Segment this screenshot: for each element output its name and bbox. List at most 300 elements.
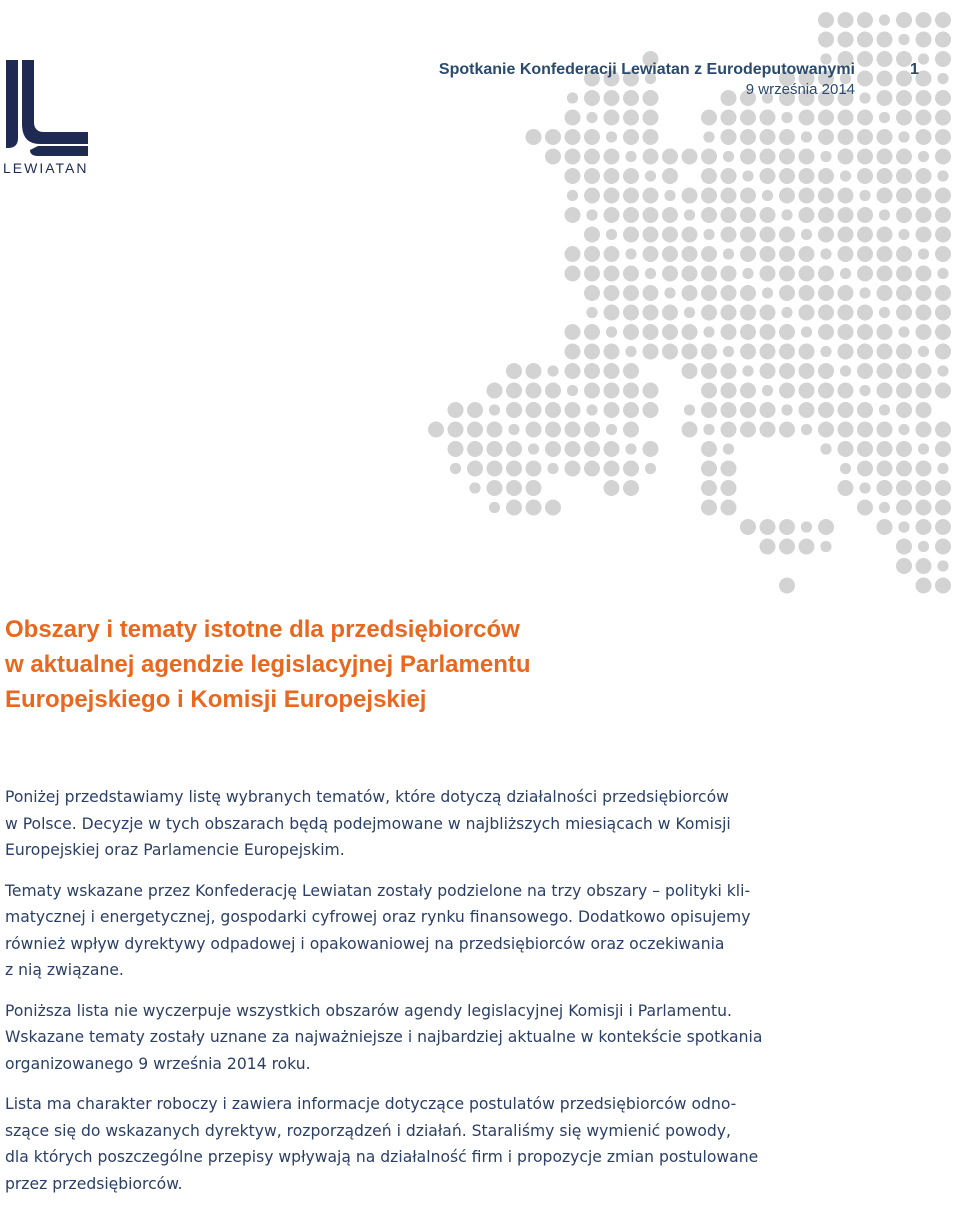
map-dot: [684, 404, 695, 415]
map-dot: [584, 324, 600, 340]
map-dot: [684, 209, 695, 220]
map-dot: [448, 441, 464, 457]
map-dot: [779, 168, 795, 184]
map-dot: [721, 266, 737, 282]
document-date: 9 września 2014: [745, 81, 855, 98]
map-dot: [838, 12, 854, 28]
map-dot: [584, 227, 600, 243]
map-dot: [779, 422, 795, 438]
map-dot: [918, 248, 929, 259]
map-dot: [506, 363, 522, 379]
map-dot: [838, 305, 854, 321]
map-dot: [838, 422, 854, 438]
map-dot: [506, 402, 522, 418]
map-dot: [838, 324, 854, 340]
map-dot: [740, 402, 756, 418]
map-dot: [781, 404, 792, 415]
map-dot: [742, 170, 753, 181]
map-dot: [584, 285, 600, 301]
map-dot: [623, 168, 639, 184]
map-dot: [820, 443, 831, 454]
map-dot: [916, 500, 932, 516]
map-dot: [838, 246, 854, 262]
body-text: [5, 784, 875, 1211]
map-dot: [740, 110, 756, 126]
map-dot: [526, 383, 542, 399]
map-dot: [935, 129, 951, 145]
map-dot: [818, 422, 834, 438]
map-dot: [935, 344, 951, 360]
map-dot: [565, 129, 581, 145]
map-dot: [565, 110, 581, 126]
map-dot: [818, 110, 834, 126]
map-dot: [877, 480, 893, 496]
map-dot: [760, 207, 776, 223]
map-dot: [528, 443, 539, 454]
map-dot: [935, 90, 951, 106]
map-dot: [604, 402, 620, 418]
map-dot: [779, 383, 795, 399]
map-dot: [857, 461, 873, 477]
map-dot: [896, 480, 912, 496]
map-dot: [916, 519, 932, 535]
map-dot: [623, 480, 639, 496]
map-dot: [526, 480, 542, 496]
document-title: Spotkanie Konfederacji Lewiatan z Eurodeputowanymi: [438, 61, 855, 78]
map-dot: [604, 149, 620, 165]
map-dot: [935, 207, 951, 223]
map-dot: [918, 541, 929, 552]
map-dot: [623, 266, 639, 282]
map-dot: [506, 461, 522, 477]
map-dot: [779, 188, 795, 204]
map-dot: [604, 344, 620, 360]
map-dot: [703, 131, 714, 142]
map-dot: [721, 363, 737, 379]
map-dot: [584, 344, 600, 360]
map-dot: [565, 363, 581, 379]
map-dot: [838, 402, 854, 418]
map-dot: [604, 246, 620, 262]
map-dot: [857, 32, 873, 48]
map-dot: [898, 34, 909, 45]
map-dot: [896, 402, 912, 418]
map-dot: [935, 32, 951, 48]
map-dot: [877, 519, 893, 535]
map-dot: [898, 424, 909, 435]
map-dot: [877, 168, 893, 184]
map-dot: [740, 344, 756, 360]
map-dot: [779, 246, 795, 262]
map-dot: [467, 441, 483, 457]
map-dot: [606, 424, 617, 435]
map-dot: [742, 365, 753, 376]
map-dot: [526, 461, 542, 477]
map-dot: [682, 422, 698, 438]
map-dot: [818, 402, 834, 418]
map-dot: [547, 365, 558, 376]
map-dot: [584, 188, 600, 204]
map-dot: [604, 266, 620, 282]
map-dot: [740, 305, 756, 321]
map-dot: [857, 227, 873, 243]
map-dot: [818, 285, 834, 301]
map-dot: [762, 385, 773, 396]
map-dot: [838, 110, 854, 126]
map-dot: [916, 383, 932, 399]
map-dot: [838, 207, 854, 223]
map-dot: [799, 110, 815, 126]
map-dot: [662, 266, 678, 282]
map-dot: [604, 90, 620, 106]
map-dot: [643, 285, 659, 301]
main-heading: [5, 612, 645, 717]
map-dot: [584, 441, 600, 457]
map-dot: [935, 285, 951, 301]
map-dot: [604, 207, 620, 223]
map-dot: [545, 129, 561, 145]
map-dot: [818, 129, 834, 145]
map-dot: [935, 500, 951, 516]
map-dot: [662, 227, 678, 243]
map-dot: [740, 188, 756, 204]
map-dot: [526, 363, 542, 379]
map-dot: [877, 285, 893, 301]
map-dot: [682, 324, 698, 340]
map-dot: [623, 305, 639, 321]
map-dot: [859, 190, 870, 201]
map-dot: [935, 188, 951, 204]
map-dot: [877, 149, 893, 165]
map-dot: [565, 344, 581, 360]
text-line: dla których poszczególne przepisy wpływają na działalność firm i propozycje zmian postulowane: [5, 1148, 759, 1166]
heading-line: w aktualnej agendzie legislacyjnej Parlamentu: [5, 651, 531, 678]
map-dot: [740, 227, 756, 243]
map-dot: [584, 383, 600, 399]
map-dot: [779, 227, 795, 243]
map-dot: [896, 500, 912, 516]
map-dot: [838, 441, 854, 457]
map-dot: [877, 32, 893, 48]
map-dot: [799, 344, 815, 360]
map-dot: [701, 305, 717, 321]
map-dot: [896, 363, 912, 379]
map-dot: [935, 441, 951, 457]
map-dot: [682, 363, 698, 379]
map-dot: [896, 188, 912, 204]
map-dot: [604, 110, 620, 126]
map-dot: [645, 463, 656, 474]
map-dot: [545, 422, 561, 438]
map-dot: [682, 266, 698, 282]
map-dot: [896, 12, 912, 28]
map-dot: [662, 168, 678, 184]
map-dot: [565, 246, 581, 262]
map-dot: [545, 383, 561, 399]
map-dot: [898, 229, 909, 240]
map-dot: [721, 480, 737, 496]
map-dot: [721, 500, 737, 516]
map-dot: [623, 129, 639, 145]
map-dot: [565, 324, 581, 340]
map-dot: [799, 383, 815, 399]
map-dot: [779, 129, 795, 145]
text-line: Tematy wskazane przez Konfederację Lewiatan zostały podzielone na trzy obszary – polityki kli-: [5, 881, 751, 900]
map-dot: [916, 363, 932, 379]
map-dot: [625, 248, 636, 259]
map-dot: [701, 207, 717, 223]
text-line: z nią związane.: [5, 961, 124, 979]
map-dot: [623, 324, 639, 340]
map-dot: [935, 149, 951, 165]
map-dot: [721, 207, 737, 223]
text-line: w Polsce. Decyzje w tych obszarach będą podejmowane w najbliższych miesiącach w Komisji: [5, 814, 731, 833]
map-dot: [448, 422, 464, 438]
logo-text: LEWIATAN: [3, 160, 89, 176]
map-dot: [896, 266, 912, 282]
map-dot: [896, 149, 912, 165]
map-dot: [467, 402, 483, 418]
map-dot: [760, 246, 776, 262]
map-dot: [721, 422, 737, 438]
map-dot: [721, 90, 737, 106]
map-dot: [760, 129, 776, 145]
map-dot: [643, 324, 659, 340]
map-dot: [896, 285, 912, 301]
map-dot: [586, 112, 597, 123]
map-dot: [508, 424, 519, 435]
map-dot: [916, 480, 932, 496]
map-dot: [643, 129, 659, 145]
map-dot: [662, 305, 678, 321]
map-dot: [701, 480, 717, 496]
map-dot: [721, 461, 737, 477]
map-dot: [779, 324, 795, 340]
map-dot: [896, 461, 912, 477]
map-dot: [857, 12, 873, 28]
map-dot: [937, 463, 948, 474]
map-dot: [701, 266, 717, 282]
map-dot: [662, 207, 678, 223]
map-dot: [877, 441, 893, 457]
map-dot: [762, 287, 773, 298]
map-dot: [857, 51, 873, 67]
map-dot: [584, 129, 600, 145]
map-dot: [701, 383, 717, 399]
map-dot: [857, 207, 873, 223]
map-dot: [567, 385, 578, 396]
map-dot: [469, 482, 480, 493]
map-dot: [935, 480, 951, 496]
map-dot: [604, 383, 620, 399]
map-dot: [625, 346, 636, 357]
map-dot: [623, 227, 639, 243]
map-dot: [584, 149, 600, 165]
map-dot: [682, 227, 698, 243]
map-dot: [857, 71, 873, 87]
map-dot: [703, 326, 714, 337]
map-dot: [801, 521, 812, 532]
map-dot: [799, 168, 815, 184]
map-dot: [565, 441, 581, 457]
map-dot: [760, 227, 776, 243]
map-dot: [916, 32, 932, 48]
map-dot: [937, 268, 948, 279]
map-dot: [799, 188, 815, 204]
map-dot: [877, 422, 893, 438]
map-dot: [799, 305, 815, 321]
map-dot: [606, 326, 617, 337]
map-dot: [818, 324, 834, 340]
text-line: Poniższa lista nie wyczerpuje wszystkich obszarów agendy legislacyjnej Komisji i Parlamentu.: [5, 1001, 732, 1020]
map-dot: [701, 285, 717, 301]
map-dot: [760, 168, 776, 184]
map-dot: [838, 188, 854, 204]
map-dot: [896, 344, 912, 360]
map-dot: [740, 129, 756, 145]
map-dot: [643, 207, 659, 223]
map-dot: [623, 383, 639, 399]
map-dot: [662, 344, 678, 360]
map-dot: [838, 227, 854, 243]
map-dot: [584, 168, 600, 184]
map-dot: [450, 463, 461, 474]
map-dot: [916, 12, 932, 28]
map-dot: [937, 560, 948, 571]
map-dot: [721, 110, 737, 126]
map-dot: [935, 578, 951, 594]
map-dot: [682, 285, 698, 301]
map-dot: [818, 363, 834, 379]
map-dot: [818, 227, 834, 243]
map-dot: [859, 482, 870, 493]
map-dot: [762, 190, 773, 201]
map-dot: [723, 346, 734, 357]
text-line: Lista ma charakter roboczy i zawiera informacje dotyczące postulatów przedsiębiorców odno-: [5, 1095, 737, 1113]
text-line: organizowanego 9 września 2014 roku.: [5, 1054, 311, 1073]
map-dot: [896, 246, 912, 262]
map-dot: [818, 168, 834, 184]
map-dot: [565, 168, 581, 184]
map-dot: [643, 383, 659, 399]
map-dot: [916, 266, 932, 282]
map-dot: [918, 346, 929, 357]
map-dot: [760, 324, 776, 340]
map-dot: [935, 519, 951, 535]
map-dot: [779, 285, 795, 301]
text-line: Wskazane tematy zostały uznane za najważniejsze i najbardziej aktualne w kontekście spotkania: [5, 1028, 763, 1046]
map-dot: [703, 424, 714, 435]
map-dot: [623, 110, 639, 126]
map-dot: [565, 461, 581, 477]
map-dot: [818, 188, 834, 204]
map-dot: [604, 168, 620, 184]
map-dot: [506, 500, 522, 516]
map-dot: [799, 285, 815, 301]
map-dot: [877, 383, 893, 399]
map-dot: [857, 305, 873, 321]
map-dot: [760, 539, 776, 555]
map-dot: [625, 443, 636, 454]
map-dot: [701, 500, 717, 516]
map-dot: [467, 461, 483, 477]
map-dot: [721, 129, 737, 145]
map-dot: [701, 461, 717, 477]
heading-line: Obszary i tematy istotne dla przedsiębiorców: [5, 616, 520, 643]
map-dot: [857, 168, 873, 184]
map-dot: [877, 266, 893, 282]
map-dot: [584, 246, 600, 262]
map-dot: [801, 229, 812, 240]
map-dot: [896, 441, 912, 457]
map-dot: [584, 266, 600, 282]
map-dot: [818, 12, 834, 28]
map-dot: [760, 402, 776, 418]
map-dot: [857, 344, 873, 360]
map-dot: [526, 402, 542, 418]
map-dot: [838, 32, 854, 48]
map-dot: [779, 578, 795, 594]
map-dot: [740, 246, 756, 262]
map-dot: [506, 480, 522, 496]
map-dot: [565, 149, 581, 165]
map-dot: [643, 246, 659, 262]
paragraph-intro: [5, 784, 875, 864]
map-dot: [877, 363, 893, 379]
map-dot: [799, 246, 815, 262]
text-line: szące się do wskazanych dyrektyw, rozporządzeń i działań. Staraliśmy się wymienić powody,: [5, 1121, 731, 1140]
map-dot: [623, 363, 639, 379]
map-dot: [760, 422, 776, 438]
map-dot: [760, 344, 776, 360]
map-dot: [545, 402, 561, 418]
map-dot: [916, 422, 932, 438]
map-dot: [857, 363, 873, 379]
map-dot: [799, 149, 815, 165]
map-dot: [723, 151, 734, 162]
map-dot: [896, 558, 912, 574]
map-dot: [916, 129, 932, 145]
map-dot: [857, 324, 873, 340]
map-dot: [859, 92, 870, 103]
map-dot: [565, 422, 581, 438]
text-line: Poniżej przedstawiamy listę wybranych tematów, które dotyczą działalności przedsiębiorców: [5, 788, 729, 806]
map-dot: [916, 188, 932, 204]
map-dot: [935, 383, 951, 399]
map-dot: [565, 266, 581, 282]
map-dot: [779, 539, 795, 555]
map-dot: [584, 90, 600, 106]
map-dot: [625, 151, 636, 162]
map-dot: [703, 229, 714, 240]
map-dot: [643, 188, 659, 204]
map-dot: [818, 207, 834, 223]
map-dot: [467, 422, 483, 438]
map-dot: [818, 383, 834, 399]
map-dot: [935, 51, 951, 67]
map-dot: [547, 463, 558, 474]
map-dot: [857, 110, 873, 126]
map-dot: [916, 461, 932, 477]
map-dot: [820, 151, 831, 162]
map-dot: [604, 441, 620, 457]
map-dot: [898, 521, 909, 532]
map-dot: [879, 404, 890, 415]
paragraph-nature: [5, 1091, 875, 1197]
map-dot: [684, 307, 695, 318]
map-dot: [586, 404, 597, 415]
map-dot: [877, 227, 893, 243]
